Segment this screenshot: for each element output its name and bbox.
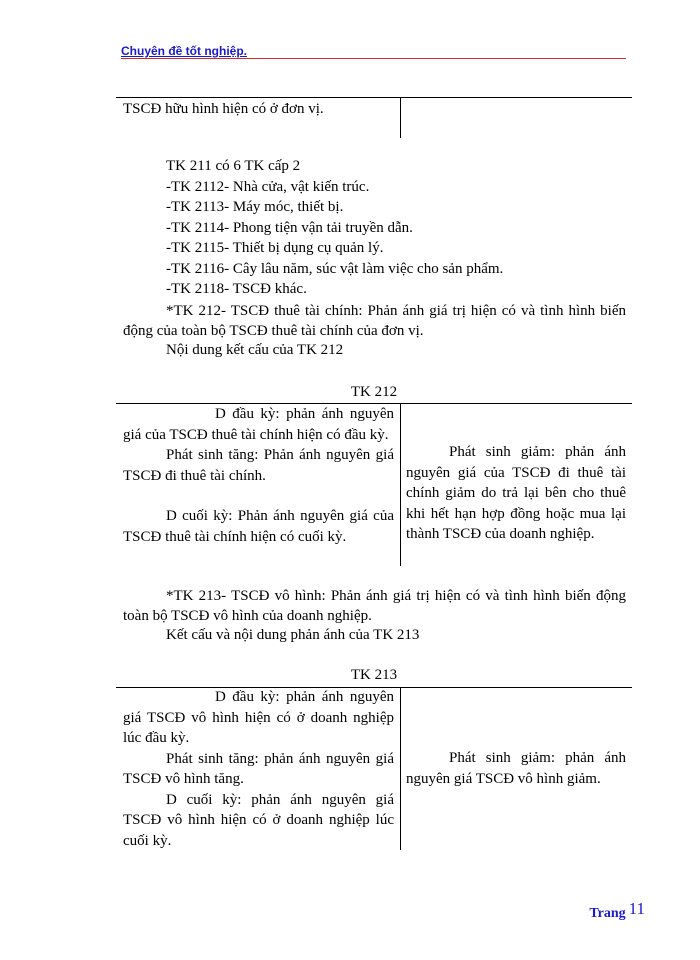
tk212-lead: Nội dung kết cấu của TK 212 — [166, 342, 344, 358]
page-label: Trang — [589, 906, 626, 921]
tk213-closing-balance: D cuối kỳ: phản ánh nguyên giá TSCĐ vô hình hiện có ở doanh nghiệp lúc cuối kỳ. — [123, 791, 394, 849]
tk212-debit-side — [123, 404, 394, 547]
tk213-lead: Kết cấu và nội dung phản ánh của TK 213 — [166, 627, 420, 643]
tk212-decrease: Phát sinh giảm: phản ánh nguyên giá của TSCĐ đi thuê tài chính giảm do trả lại bên cho thuê khi hết hạn hợp đồng hoặc mua lại thành TSCĐ của doanh nghiệp. — [406, 444, 626, 542]
top-table-divider — [400, 97, 401, 138]
tk211-item: -TK 2113- Máy móc, thiết bị. — [166, 199, 344, 215]
tk213-opening-balance: D đầu kỳ: phản ánh nguyên giá TSCĐ vô hình hiện có ở doanh nghiệp lúc đầu kỳ. — [123, 689, 394, 746]
header-rule — [121, 58, 626, 59]
page-number: 11 — [628, 899, 645, 918]
tk213-decrease: Phát sinh giảm: phản ánh nguyên giá TSCĐ vô hình giảm. — [406, 750, 626, 787]
tk211-item: -TK 2115- Thiết bị dụng cụ quản lý. — [166, 240, 384, 256]
tk213-debit-side — [123, 687, 394, 851]
tk212-table-divider — [400, 403, 401, 566]
tk213-table-title: TK 213 — [350, 667, 398, 683]
tk211-item: -TK 2112- Nhà cửa, vật kiến trúc. — [166, 179, 370, 195]
tk211-item: -TK 2114- Phong tiện vận tải truyền dẫn. — [166, 220, 413, 236]
top-table-rule — [116, 97, 632, 98]
tk212-paragraph: *TK 212- TSCĐ thuê tài chính: Phản ánh giá trị hiện có và tình hình biến động của toàn bộ TSCĐ thuê tài chính của đơn vị. — [123, 303, 626, 339]
tk211-intro: TK 211 có 6 TK cấp 2 — [166, 158, 301, 174]
tk212-increase: Phát sinh tăng: Phản ánh nguyên giá TSCĐ đi thuê tài chính. — [123, 447, 394, 484]
page-footer — [589, 899, 645, 922]
document-header: Chuyên đề tốt nghiệp. — [121, 44, 247, 58]
tk211-item: -TK 2118- TSCĐ khác. — [166, 281, 307, 297]
tk213-increase: Phát sinh tăng: phản ánh nguyên giá TSCĐ vô hình tăng. — [123, 750, 394, 787]
tk212-opening-balance: D đầu kỳ: phản ánh nguyên giá của TSCĐ thuê tài chính hiện có đầu kỳ. — [123, 406, 394, 443]
top-table-text: TSCĐ hữu hình hiện có ở đơn vị. — [123, 101, 324, 117]
tk213-table-divider — [400, 687, 401, 850]
tk212-table-title: TK 212 — [350, 384, 398, 400]
tk211-item: -TK 2116- Cây lâu năm, súc vật làm việc cho sản phẩm. — [166, 261, 504, 277]
tk212-closing-balance: D cuối kỳ: Phản ánh nguyên giá của TSCĐ thuê tài chính hiện có cuối kỳ. — [123, 508, 394, 545]
tk213-paragraph: *TK 213- TSCĐ vô hình: Phản ánh giá trị hiện có và tình hình biến động toàn bộ TSCĐ vô hình của doanh nghiệp. — [123, 588, 626, 624]
